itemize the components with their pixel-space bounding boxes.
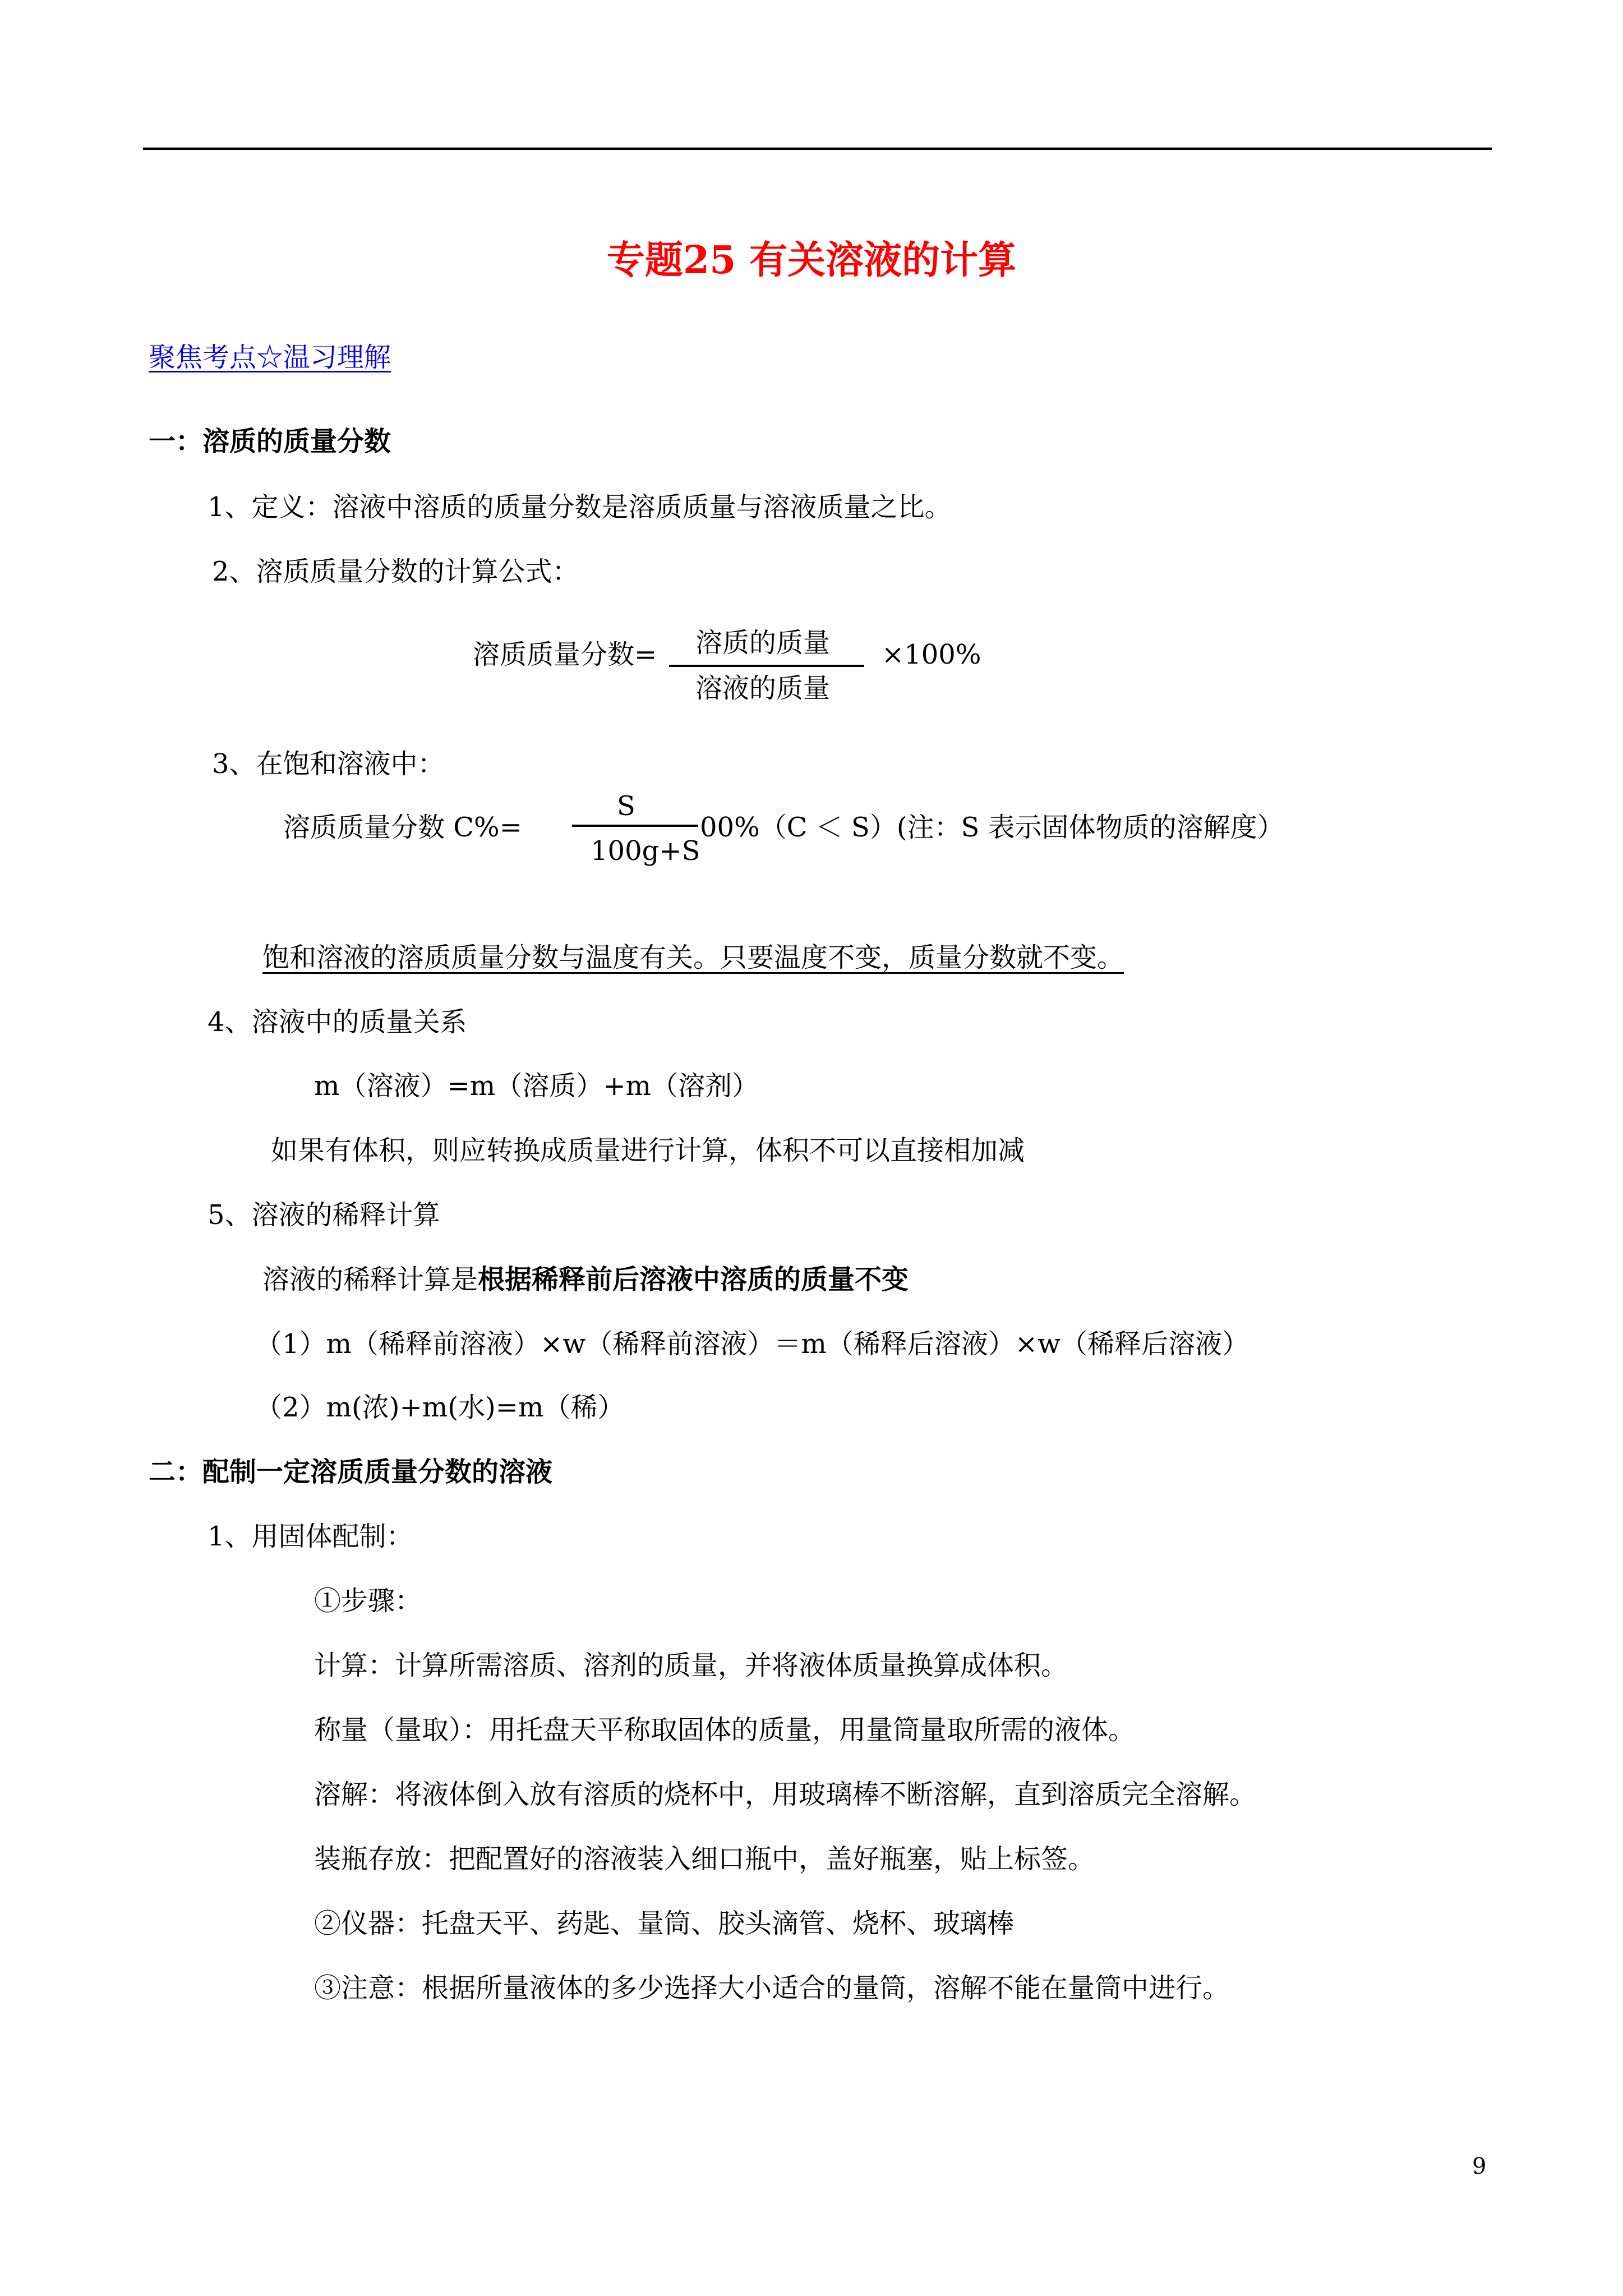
saturated-label: 3、在饱和溶液中：: [212, 748, 445, 780]
dilution-intro-bold: 根据稀释前后溶液中溶质的质量不变: [478, 1264, 909, 1295]
saturated-suffix: 00%（C ＜ S）(注：S 表示固体物质的溶解度）: [700, 812, 1284, 843]
formula-denominator: 溶液的质量: [695, 673, 831, 704]
temperature-note: 饱和溶液的溶质质量分数与温度有关。只要温度不变，质量分数就不变。: [262, 942, 1124, 973]
mass-relation-label: 4、溶液中的质量关系: [208, 1006, 467, 1038]
section-2-heading: 二：配制一定溶质质量分数的溶液: [149, 1456, 553, 1488]
saturated-denominator: 100g+S: [591, 835, 700, 867]
caution-note: ③注意：根据所量液体的多少选择大小适合的量筒，溶解不能在量筒中进行。: [314, 1972, 1230, 2004]
steps-label: ①步骤：: [314, 1585, 422, 1617]
page-title: 专题25 有关溶液的计算: [606, 238, 1017, 283]
step-weigh: 称量（量取）：用托盘天平称取固体的质量，用量筒量取所需的液体。: [314, 1714, 1136, 1746]
step-calculate: 计算：计算所需溶质、溶剂的质量，并将液体质量换算成体积。: [314, 1650, 1068, 1681]
definition-text: 1、定义：溶液中溶质的质量分数是溶质质量与溶液质量之比。: [208, 491, 952, 523]
formula-lhs: 溶质质量分数=: [473, 639, 657, 670]
formula-fraction-bar: [669, 665, 864, 667]
dilution-intro-plain: 溶液的稀释计算是: [262, 1264, 478, 1295]
dilution-label: 5、溶液的稀释计算: [208, 1199, 440, 1231]
header-rule: [143, 148, 1492, 150]
formula-suffix: ×100%: [882, 639, 981, 670]
saturated-fraction-bar: [572, 825, 698, 827]
saturated-numerator: S: [617, 790, 635, 822]
instruments-list: ②仪器：托盘天平、药匙、量筒、胶头滴管、烧杯、玻璃棒: [314, 1908, 1015, 1939]
dilution-equation-1: （1）m（稀释前溶液）×w（稀释前溶液）＝m（稀释后溶液）×w（稀释后溶液）: [255, 1328, 1249, 1360]
formula-numerator: 溶质的质量: [695, 627, 831, 659]
step-bottle: 装瓶存放：把配置好的溶液装入细口瓶中，盖好瓶塞，贴上标签。: [314, 1843, 1095, 1875]
dilution-intro: [262, 1266, 909, 1293]
dilution-equation-2: （2）m(浓)+m(水)=m（稀）: [255, 1392, 625, 1423]
solid-preparation-label: 1、用固体配制：: [208, 1521, 413, 1552]
page-number: 9: [1472, 2154, 1487, 2179]
section-1-heading: 一：溶质的质量分数: [149, 426, 391, 457]
volume-note: 如果有体积，则应转换成质量进行计算，体积不可以直接相加减: [271, 1135, 1025, 1166]
section-link[interactable]: 聚焦考点☆温习理解: [149, 342, 391, 373]
saturated-lhs: 溶质质量分数 C%=: [283, 812, 522, 843]
mass-relation-equation: m（溶液）=m（溶质）+m（溶剂）: [314, 1070, 759, 1102]
step-dissolve: 溶解：将液体倒入放有溶质的烧杯中，用玻璃棒不断溶解，直到溶质完全溶解。: [314, 1779, 1257, 1810]
formula-label: 2、溶质质量分数的计算公式：: [212, 556, 579, 587]
